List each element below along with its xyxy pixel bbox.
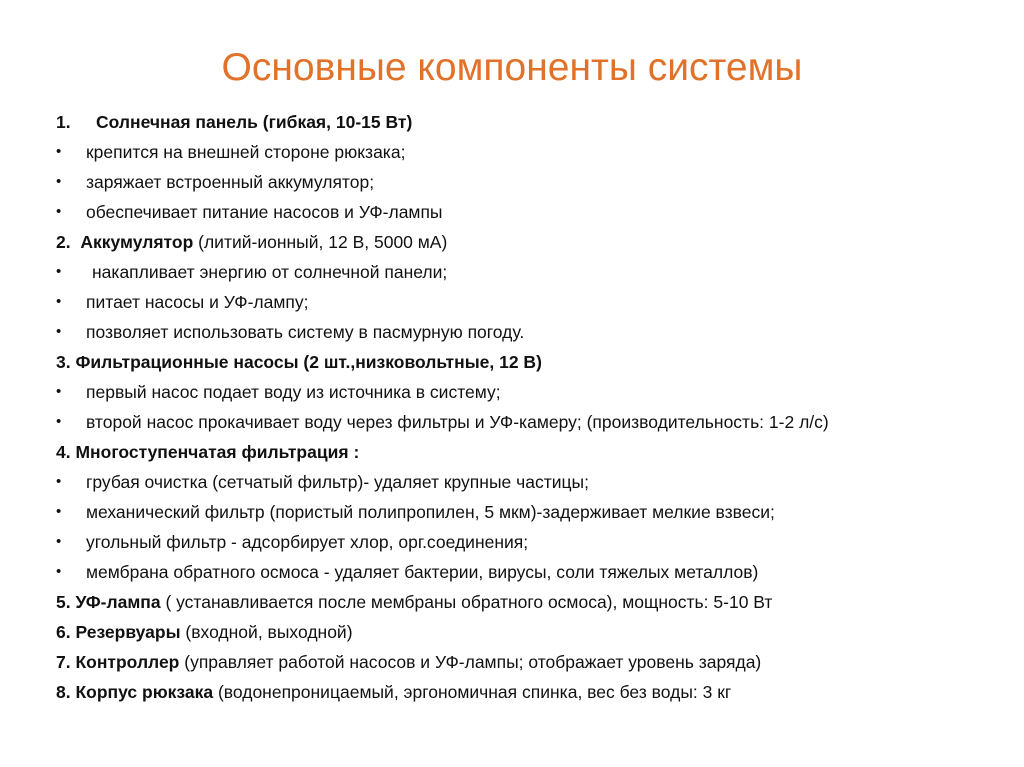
- bullet-icon: •: [56, 383, 62, 400]
- list-heading-3: [56, 347, 996, 377]
- list-item: [56, 287, 996, 317]
- list-item-text: мембрана обратного осмоса - удаляет бактерии, вирусы, соли тяжелых металлов): [86, 562, 759, 582]
- list-heading-bold: Фильтрационные насосы (2 шт.,низковольтные, 12 В): [75, 352, 542, 372]
- list-number: 8.: [56, 682, 71, 702]
- bullet-icon: •: [56, 293, 62, 310]
- bullet-icon: •: [56, 173, 62, 190]
- list-item: [56, 527, 996, 557]
- list-heading-rest: (литий-ионный, 12 В, 5000 мА): [193, 232, 448, 252]
- list-number: 4.: [56, 442, 71, 462]
- list-heading-rest: (управляет работой насосов и УФ-лампы; отображает уровень заряда): [179, 652, 762, 672]
- list-item-text: крепится на внешней стороне рюкзака;: [86, 142, 406, 162]
- list-heading-5: [56, 587, 996, 617]
- list-heading-4: [56, 437, 996, 467]
- slide-title: Основные компоненты системы: [221, 46, 803, 89]
- list-item-text: обеспечивает питание насосов и УФ-лампы: [86, 202, 443, 222]
- list-number: 2.: [56, 232, 71, 252]
- list-item-text: второй насос прокачивает воду через фильтры и УФ-камеру; (производительность: 1-2 л/с): [86, 412, 829, 432]
- list-item-text: первый насос подает воду из источника в систему;: [86, 382, 501, 402]
- list-heading-8: [56, 677, 996, 707]
- list-item-text: угольный фильтр - адсорбирует хлор, орг.соединения;: [86, 532, 529, 552]
- list-heading-rest: (водонепроницаемый, эргономичная спинка, вес без воды: 3 кг: [213, 682, 732, 702]
- bullet-icon: •: [56, 503, 62, 520]
- list-heading-bold: Контроллер: [75, 652, 180, 672]
- list-heading-7: [56, 647, 996, 677]
- list-heading-bold: УФ-лампа: [75, 592, 161, 612]
- bullet-icon: •: [56, 143, 62, 160]
- bullet-icon: •: [56, 413, 62, 430]
- list-item: [56, 167, 996, 197]
- list-number: 6.: [56, 622, 71, 642]
- list-item-text: позволяет использовать систему в пасмурную погоду.: [86, 322, 525, 342]
- list-item: [56, 497, 996, 527]
- list-item: [56, 257, 996, 287]
- bullet-icon: •: [56, 263, 62, 280]
- list-number: 5.: [56, 592, 71, 612]
- list-item: [56, 317, 996, 347]
- list-heading-rest: ( устанавливается после мембраны обратного осмоса), мощность: 5-10 Вт: [160, 592, 773, 612]
- bullet-icon: •: [56, 323, 62, 340]
- list-item-text: механический фильтр (пористый полипропилен, 5 мкм)-задерживает мелкие взвеси;: [86, 502, 775, 522]
- list-item-text: заряжает встроенный аккумулятор;: [86, 172, 375, 192]
- bullet-icon: •: [56, 473, 62, 490]
- list-number: 3.: [56, 352, 71, 372]
- list-heading-bold: Солнечная панель (гибкая, 10-15 Вт): [96, 112, 413, 132]
- list-item: [56, 407, 996, 437]
- list-heading-bold: Многоступенчатая фильтрация :: [75, 442, 360, 462]
- list-item: [56, 137, 996, 167]
- list-item: [56, 467, 996, 497]
- list-item: [56, 377, 996, 407]
- list-item: [56, 557, 996, 587]
- list-item-text: питает насосы и УФ-лампу;: [86, 292, 309, 312]
- list-item-text: накапливает энергию от солнечной панели;: [92, 262, 448, 282]
- list-heading-bold: Корпус рюкзака: [75, 682, 214, 702]
- list-heading-bold: Резервуары: [75, 622, 181, 642]
- bullet-icon: •: [56, 563, 62, 580]
- list-number: 1.: [56, 112, 71, 132]
- list-item-text: грубая очистка (сетчатый фильтр)- удаляет крупные частицы;: [86, 472, 589, 492]
- list-heading-bold: Аккумулятор: [80, 232, 194, 252]
- bullet-icon: •: [56, 203, 62, 220]
- list-heading-rest: (входной, выходной): [180, 622, 353, 642]
- bullet-icon: •: [56, 533, 62, 550]
- list-heading-2: [56, 227, 996, 257]
- components-list: [56, 107, 996, 707]
- list-number: 7.: [56, 652, 71, 672]
- list-heading-6: [56, 617, 996, 647]
- list-heading-1: [56, 107, 996, 137]
- list-item: [56, 197, 996, 227]
